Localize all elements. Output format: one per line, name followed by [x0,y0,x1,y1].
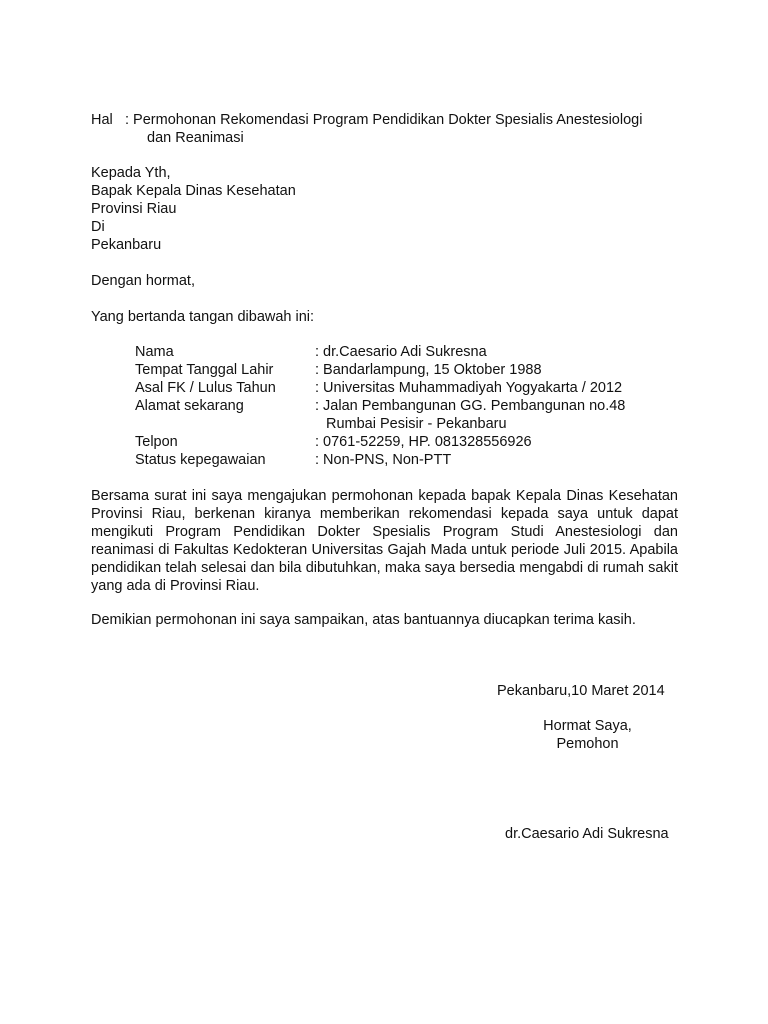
field-telpon [135,433,625,451]
recipient-line: Provinsi Riau [91,201,177,217]
subject-text-line1: : Permohonan Rekomendasi Program Pendidikan Dokter Spesialis Anestesiologi [125,112,643,128]
field-value: : Universitas Muhammadiyah Yogyakarta / 2012 [315,380,623,396]
field-label: Telpon [135,434,178,450]
field-value: : dr.Caesario Adi Sukresna [315,344,487,360]
body-paragraph: Bersama surat ini saya mengajukan permohonan kepada bapak Kepala Dinas Kesehatan Provinsi Riau, berkenan kiranya memberikan rekomendasi kepada saya untuk dapat mengikuti Program Pendidikan Dokter Spesialis Program Studi Anestesiologi dan reanimasi di Fakultas Kedokteran Universitas Gajah Mada untuk periode Juli 2015. Apabila pendidikan telah selesai dan bila dibutuhkan, maka saya bersedia mengabdi di rumah sakit yang ada di Provinsi Riau. [91,488,678,594]
subject-line [91,111,691,147]
role-text: Pemohon [556,736,619,752]
recipient-line: Di [91,219,105,235]
field-value: : Jalan Pembangunan GG. Pembangunan no.48 [315,398,626,414]
subject-label: Hal [91,112,113,128]
signer-name: dr.Caesario Adi Sukresna [505,826,669,842]
field-value: : Non-PNS, Non-PTT [315,452,452,468]
field-label: Tempat Tanggal Lahir [135,362,274,378]
field-status [135,451,625,469]
recipient-line: Pekanbaru [91,237,162,253]
field-value-continued: Rumbai Pesisir - Pekanbaru [326,416,507,432]
regards-text: Hormat Saya, [543,718,632,734]
field-asal [135,379,625,397]
field-label: Alamat sekarang [135,398,244,414]
signature-block [510,717,665,753]
applicant-info [135,343,625,469]
place-date: Pekanbaru,10 Maret 2014 [497,683,665,699]
field-value: : 0761-52259, HP. 081328556926 [315,434,532,450]
field-alamat [135,397,625,415]
recipient-line: Kepada Yth, [91,165,171,181]
field-alamat-cont [135,415,625,433]
greeting: Dengan hormat, [91,273,195,289]
recipient-line: Bapak Kepala Dinas Kesehatan [91,183,296,199]
field-label: Asal FK / Lulus Tahun [135,380,276,396]
field-value: : Bandarlampung, 15 Oktober 1988 [315,362,542,378]
field-label: Status kepegawaian [135,452,266,468]
subject-text-line2: dan Reanimasi [147,130,244,146]
recipient-address [91,164,296,254]
intro-text: Yang bertanda tangan dibawah ini: [91,309,315,325]
field-ttl [135,361,625,379]
field-label: Nama [135,344,174,360]
field-nama [135,343,625,361]
closing-text: Demikian permohonan ini saya sampaikan, atas bantuannya diucapkan terima kasih. [91,612,636,628]
